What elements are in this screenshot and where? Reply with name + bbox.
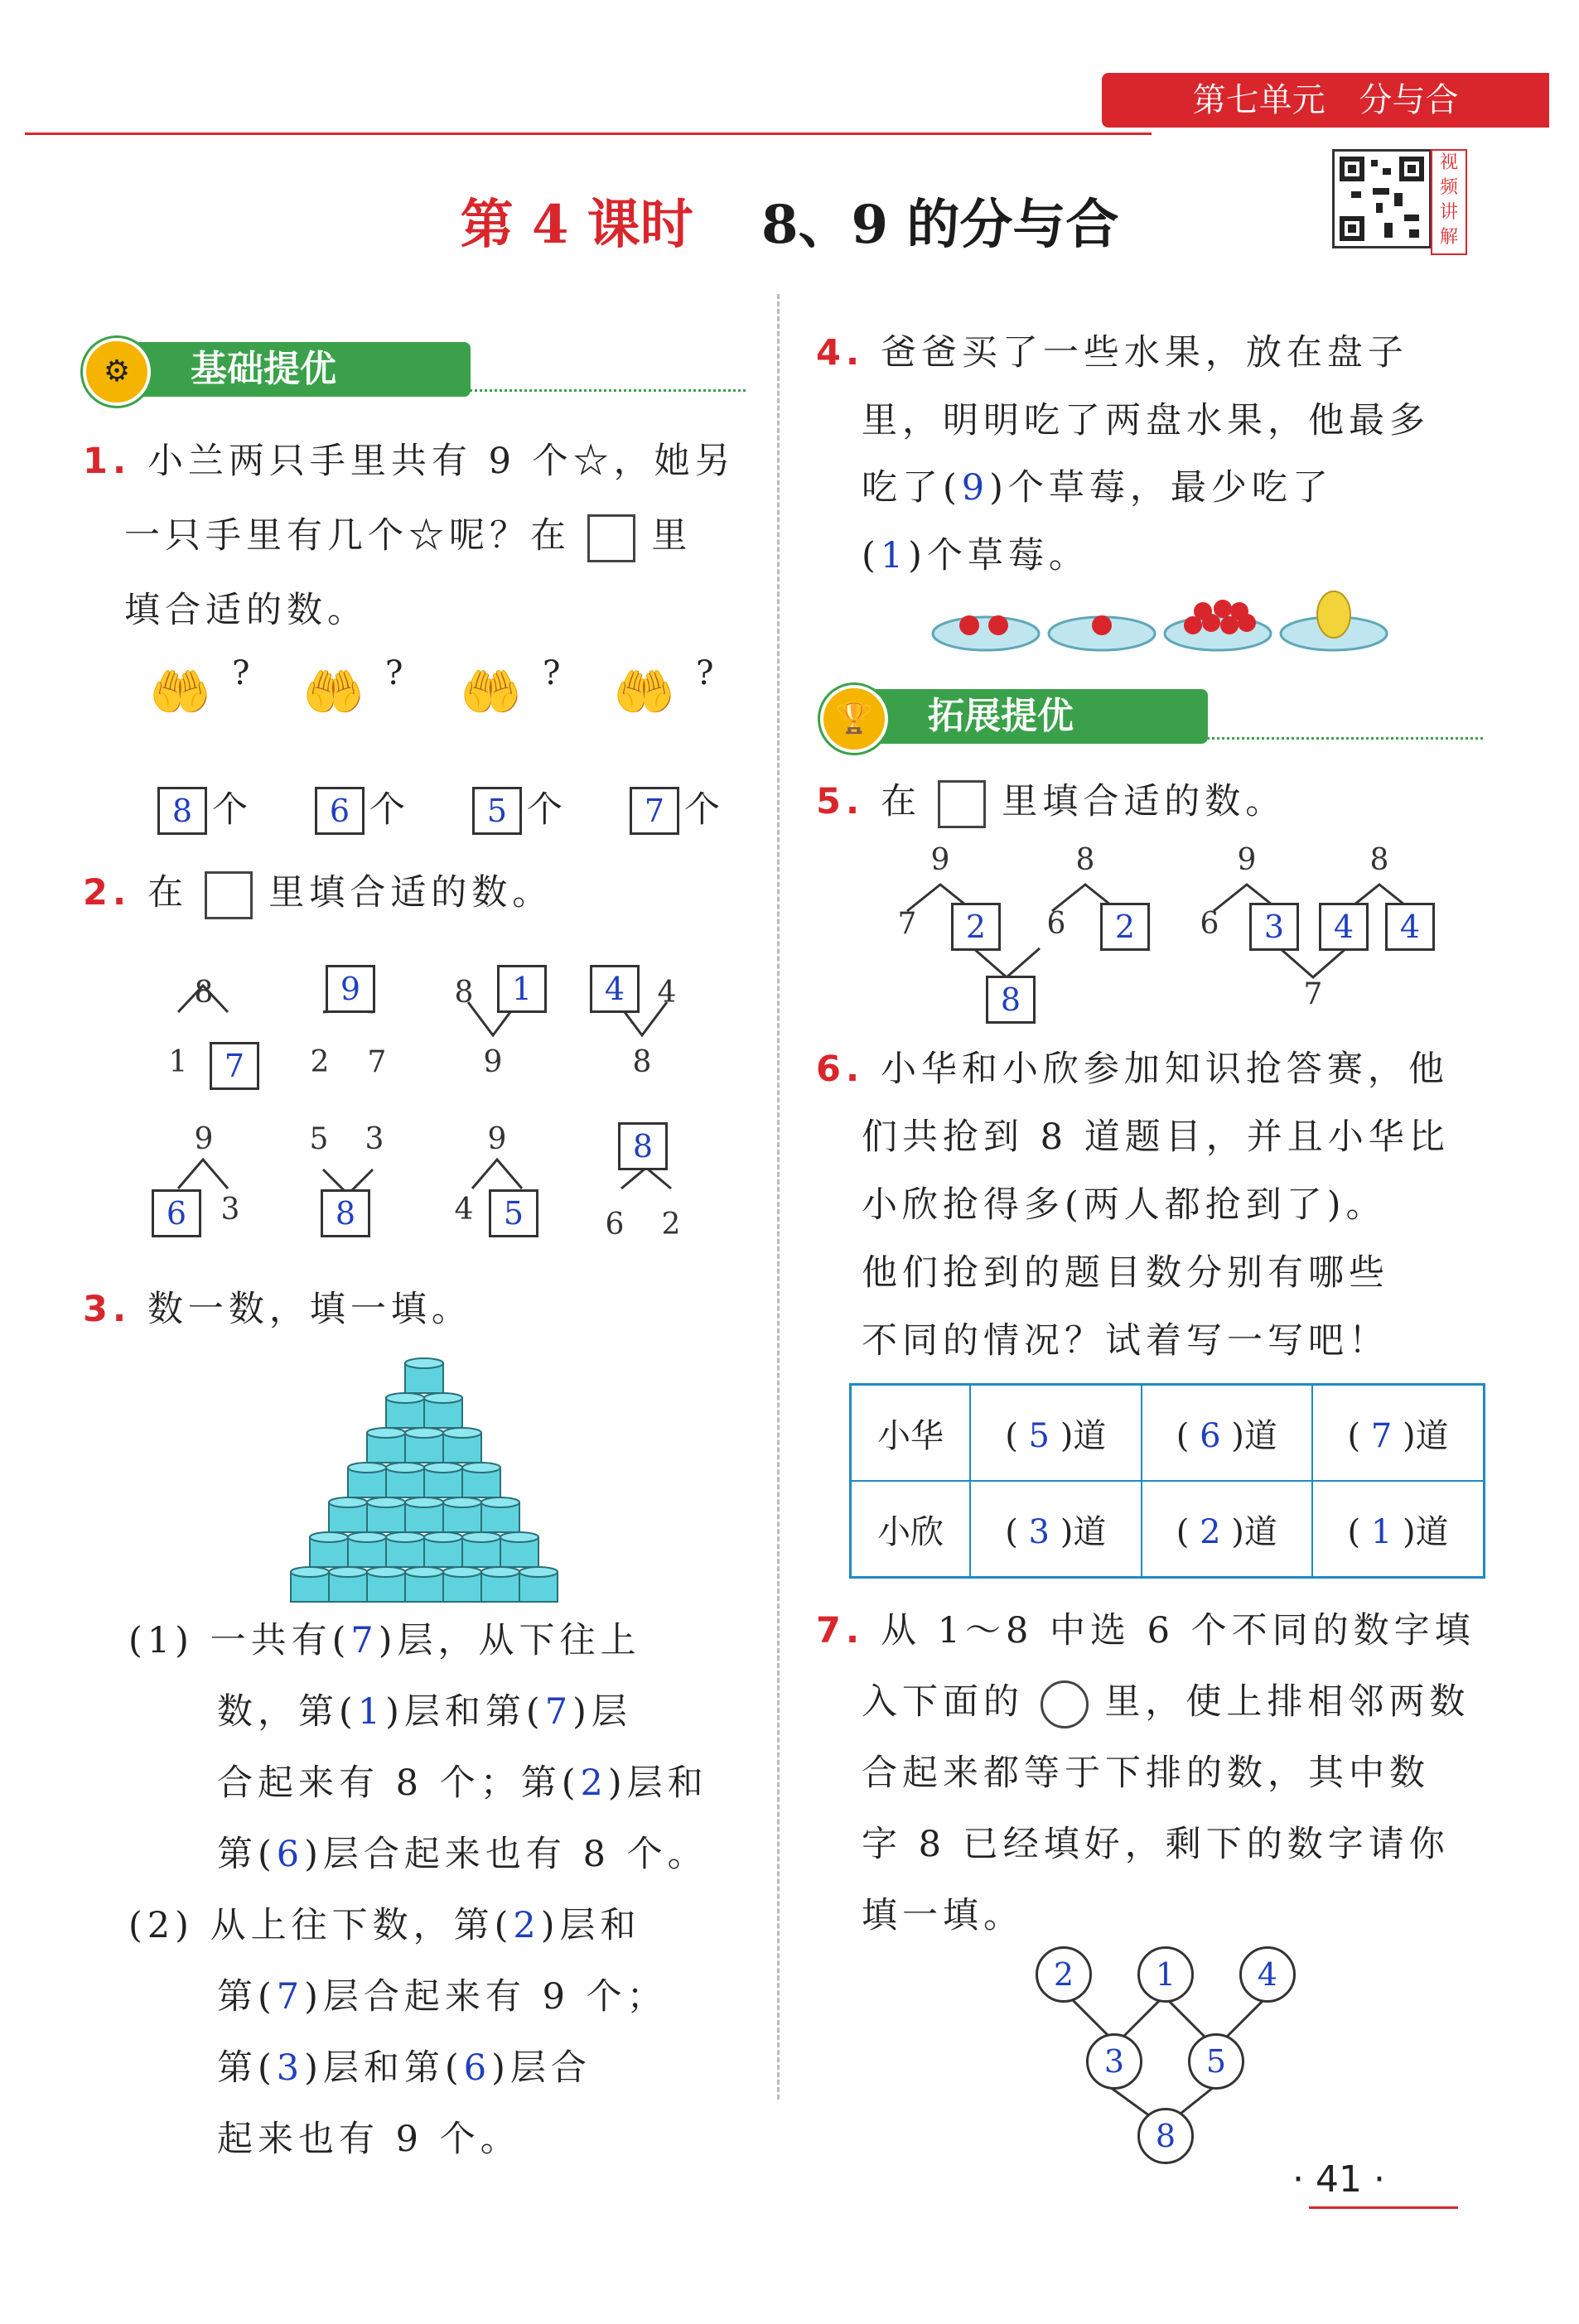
cylinder-top — [367, 1567, 405, 1577]
q5-number: 6 — [1046, 907, 1066, 941]
q2-number-left: 8 — [454, 976, 474, 1010]
q3-text: 起来也有 9 个。 — [217, 2119, 521, 2160]
q2-answer-box[interactable]: 8 — [618, 1122, 668, 1170]
cylinder — [386, 1537, 424, 1567]
q3-text: )层和 — [607, 1762, 708, 1804]
cylinder — [424, 1468, 462, 1497]
cylinder — [348, 1537, 386, 1567]
page-number: · 41 · — [1292, 2158, 1385, 2201]
q6-answer[interactable]: 1 — [1370, 1512, 1393, 1551]
cylinder — [424, 1398, 462, 1428]
q3-answer[interactable]: 7 — [350, 1620, 379, 1661]
row-label: 小欣 — [851, 1481, 971, 1578]
q6-text-a: 小华和小欣参加知识抢答赛，他 — [880, 1049, 1449, 1090]
q1-text-b: 一只手里有几个☆呢？在 — [124, 515, 571, 557]
q3-p1-line-2 — [217, 1676, 764, 1748]
q1-line-2 — [124, 500, 787, 571]
cylinder-top — [291, 1567, 329, 1577]
q1-line-3 — [124, 575, 787, 646]
cylinder — [462, 1468, 500, 1497]
cylinder — [386, 1398, 424, 1428]
q1-line-1 — [83, 426, 746, 497]
cylinder-top — [405, 1358, 443, 1368]
q4-text: )个草莓。 — [908, 535, 1089, 576]
cylinder-top — [443, 1428, 481, 1438]
q7-line-4: 字 8 已经填好，剩下的数字请你 — [862, 1824, 1450, 1865]
q4-line-3 — [862, 452, 1541, 523]
q3-text: )层和 — [540, 1905, 641, 1946]
q1-answer-box[interactable]: 8 — [157, 787, 207, 835]
cylinder-top — [348, 1532, 386, 1542]
cylinder-top — [443, 1567, 481, 1577]
q3-text: )层和第( — [304, 2047, 464, 2089]
table-cell: ( 6 )道 — [1142, 1385, 1313, 1482]
hands-icon: 🤲 — [149, 663, 211, 721]
table-cell: ( 1 )道 — [1312, 1481, 1484, 1578]
q1-text-b2: 里 — [651, 515, 693, 557]
q6-answer[interactable]: 2 — [1200, 1512, 1221, 1551]
cylinder — [443, 1433, 481, 1463]
q5-answer-box[interactable]: 2 — [951, 903, 1001, 951]
cylinder-top — [481, 1567, 519, 1577]
q3-text: 合起来有 8 个；第( — [217, 1762, 581, 1804]
q4-line-1 — [816, 317, 1495, 388]
q1-answer-box[interactable]: 6 — [315, 787, 365, 835]
q6-answer[interactable]: 5 — [1028, 1416, 1050, 1455]
unit-label: 个 — [527, 789, 567, 831]
q5-answer-box[interactable]: 3 — [1249, 903, 1299, 951]
cylinder — [462, 1537, 500, 1567]
q6-answer[interactable]: 7 — [1370, 1416, 1393, 1455]
q6-line-3: 小欣抢得多(两人都抢到了)。 — [862, 1184, 1387, 1226]
q2-number-right: 4 — [657, 976, 677, 1010]
q3-p1-line-3 — [217, 1748, 764, 1819]
cylinder — [405, 1363, 443, 1393]
q1-answer-box[interactable]: 5 — [472, 787, 522, 835]
q6-line-1 — [816, 1034, 1495, 1105]
table-cell: ( 7 )道 — [1312, 1385, 1484, 1482]
row-label: 小华 — [851, 1385, 971, 1482]
cylinder-top — [424, 1532, 462, 1542]
q2-answer-box[interactable]: 6 — [152, 1189, 201, 1237]
q3-text: )层，从下往上 — [378, 1620, 641, 1661]
q3-text: )层和第( — [385, 1691, 545, 1733]
table-row — [851, 1385, 1485, 1482]
question-mark: ? — [696, 654, 714, 692]
unit-label: 道 — [1415, 1512, 1449, 1551]
q2-number-right: 2 — [661, 1208, 681, 1242]
table-cell: ( 2 )道 — [1142, 1481, 1313, 1578]
q5-text: 在 — [880, 781, 921, 822]
q3-answer[interactable]: 6 — [276, 1834, 305, 1875]
q2-number-left: 6 — [605, 1208, 625, 1242]
q7-text: 里，使上排相邻两数 — [1104, 1681, 1470, 1723]
cylinder — [367, 1572, 405, 1602]
q3-text: )层合起来有 9 个； — [304, 1976, 668, 2018]
q2-text-2: 里填合适的数。 — [268, 872, 553, 914]
q2-number-bottom: 8 — [632, 1045, 652, 1079]
cylinder — [481, 1502, 519, 1532]
q2-number-top: 8 — [194, 976, 214, 1010]
q6-line-4: 他们抢到的题目数分别有哪些 — [862, 1252, 1389, 1294]
hands-icon: 🤲 — [302, 663, 365, 721]
q3-p2-line-4 — [217, 2104, 764, 2175]
cylinder — [367, 1502, 405, 1532]
q3-text: 第( — [217, 1976, 277, 2018]
q2-number-left: 1 — [168, 1045, 188, 1079]
qr-code[interactable] — [1332, 149, 1432, 248]
header-rule — [25, 133, 1152, 135]
q4-text: ( — [862, 535, 881, 576]
q3-text: )层合 — [491, 2047, 592, 2089]
q1-answer-box[interactable]: 7 — [630, 787, 679, 835]
cylinder — [443, 1572, 481, 1602]
q5-answer-box[interactable]: 2 — [1100, 903, 1150, 951]
q3-text: 第( — [217, 1834, 277, 1875]
q7-circle[interactable]: 4 — [1239, 1946, 1296, 2003]
hands-icon: 🤲 — [613, 663, 675, 721]
cylinder-top — [367, 1497, 405, 1507]
unit-label: 道 — [1415, 1416, 1449, 1455]
q6-line-2: 们共抢到 8 道题目，并且小华比 — [862, 1116, 1450, 1158]
q3-answer[interactable]: 6 — [463, 2047, 492, 2089]
q2-number-right: 3 — [365, 1122, 384, 1156]
q7-text-a: 从 1～8 中选 6 个不同的数字填 — [880, 1610, 1475, 1651]
section-basic-label: 基础提优 — [191, 348, 336, 390]
q2-number-left: 2 — [310, 1045, 330, 1079]
unit-label: 个 — [684, 789, 725, 831]
q2-answer-box[interactable]: 5 — [489, 1189, 538, 1237]
unit-label: 第七单元 — [1192, 81, 1325, 119]
cylinder — [519, 1572, 558, 1602]
cylinder-top — [348, 1463, 386, 1473]
cylinder — [348, 1468, 386, 1497]
section-rule — [1127, 737, 1483, 740]
section-extend-header — [845, 689, 1208, 744]
q2-number-top: 9 — [487, 1122, 507, 1156]
q7-line-2 — [862, 1666, 1541, 1738]
cylinder-top — [424, 1393, 462, 1403]
topic-label: 分与合 — [1359, 81, 1459, 119]
q4-answer[interactable]: 1 — [880, 535, 909, 576]
q7-circle[interactable]: 8 — [1137, 2108, 1194, 2164]
unit-label: 个 — [369, 789, 410, 831]
q1-text-a: 小兰两只手里共有 9 个☆，她另 — [147, 441, 736, 482]
q5-number: 5. — [816, 781, 865, 822]
cylinder-top — [462, 1463, 500, 1473]
cylinder — [329, 1572, 367, 1602]
q3-text: 第( — [217, 2047, 277, 2089]
hands-icon: 🤲 — [460, 663, 522, 721]
q5-number: 8 — [1075, 843, 1095, 877]
q6-line-5: 不同的情况？试着写一写吧！ — [862, 1320, 1389, 1362]
q4-text: 吃了( — [862, 467, 962, 509]
q4-line-2: 里，明明吃了两盘水果，他最多 — [862, 400, 1430, 441]
table-cell: ( 3 )道 — [970, 1481, 1142, 1578]
q4-text: )个草莓，最少吃了 — [989, 467, 1333, 509]
q2-answer-box[interactable]: 7 — [210, 1042, 259, 1090]
blank-box — [205, 871, 253, 919]
q5-number: 6 — [1200, 907, 1219, 941]
q4-line-4 — [862, 520, 1541, 591]
unit-label: 个 — [212, 789, 253, 831]
q7-line-1 — [816, 1595, 1495, 1666]
cylinder-top — [386, 1463, 424, 1473]
q3-text: )层 — [572, 1691, 632, 1733]
q3-text: 数一数，填一填。 — [147, 1289, 472, 1330]
unit-tag — [1102, 73, 1549, 128]
blank-box — [938, 780, 986, 828]
q5-number: 9 — [930, 843, 950, 877]
cylinder-top — [481, 1497, 519, 1507]
cylinder-top — [462, 1532, 500, 1542]
q2-number-right: 7 — [367, 1045, 387, 1079]
cylinder — [405, 1502, 443, 1532]
gear-icon: ⚙ — [83, 338, 151, 406]
page-number-rule — [1309, 2206, 1458, 2209]
q6-answer[interactable]: 3 — [1028, 1512, 1050, 1551]
q3-p2-line-1 — [128, 1890, 758, 1961]
cylinder-top — [386, 1532, 424, 1542]
cylinder-top — [329, 1567, 367, 1577]
q3-text: 数，第( — [217, 1691, 358, 1733]
q1-text-c: 填合适的数。 — [124, 590, 368, 631]
q2-answer-box[interactable]: 4 — [590, 965, 640, 1013]
cylinder — [291, 1572, 329, 1602]
cylinder-top — [424, 1463, 462, 1473]
q3-answer[interactable]: 2 — [513, 1905, 541, 1946]
q3-p1-line-1 — [128, 1605, 758, 1676]
q3-answer[interactable]: 1 — [357, 1691, 386, 1733]
q6-answer[interactable]: 6 — [1200, 1416, 1221, 1455]
q2-answer-box[interactable]: 9 — [326, 965, 375, 1013]
q2-text: 在 — [147, 872, 188, 914]
q3-answer[interactable]: 7 — [276, 1976, 305, 2018]
question-mark: ? — [543, 654, 561, 692]
q2-number-left: 4 — [454, 1193, 474, 1227]
section-extend-label: 拓展提优 — [928, 695, 1074, 737]
q2-number: 2. — [83, 872, 132, 914]
section-rule — [389, 389, 746, 392]
q7-circle[interactable]: 3 — [1086, 2033, 1142, 2090]
q3-answer[interactable]: 7 — [544, 1691, 573, 1733]
cylinder-top — [405, 1428, 443, 1438]
q5-answer-box[interactable]: 4 — [1385, 903, 1435, 951]
unit-label: 道 — [1073, 1416, 1107, 1455]
q6-number: 6. — [816, 1049, 865, 1090]
cylinder-top — [310, 1532, 348, 1542]
q3-text: )层合起来也有 8 个。 — [304, 1834, 708, 1875]
cylinder — [310, 1537, 348, 1567]
q7-circle[interactable]: 1 — [1137, 1946, 1194, 2003]
q3-answer[interactable]: 2 — [580, 1762, 608, 1804]
qr-label: 视频讲解 — [1431, 149, 1467, 255]
q7-number: 7. — [816, 1610, 865, 1651]
q7-line-3: 合起来都等于下排的数，其中数 — [862, 1753, 1430, 1794]
qr-pattern — [1335, 152, 1429, 246]
cylinder — [424, 1537, 462, 1567]
q5-line-1 — [816, 766, 1495, 837]
q2-number-top: 9 — [194, 1122, 214, 1156]
q5-number: 7 — [897, 907, 917, 941]
q5-answer-box[interactable]: 8 — [986, 976, 1036, 1024]
cylinder-top — [519, 1567, 558, 1577]
q3-p2-line-2 — [217, 1961, 764, 2032]
q5-text-2: 里填合适的数。 — [1002, 781, 1287, 822]
q6-table — [849, 1383, 1485, 1579]
q2-number-left: 5 — [309, 1122, 329, 1156]
cylinder-top — [329, 1497, 367, 1507]
cylinder — [386, 1468, 424, 1497]
blank-circle — [1041, 1680, 1089, 1729]
q7-circle[interactable]: 2 — [1036, 1946, 1092, 2003]
q2-number-bottom: 9 — [483, 1045, 503, 1079]
cylinder-top — [443, 1497, 481, 1507]
q4-answer[interactable]: 9 — [961, 467, 990, 509]
q2-answer-box[interactable]: 8 — [321, 1189, 370, 1237]
q4-text-a: 爸爸买了一些水果，放在盘子 — [880, 332, 1408, 374]
q7-circle[interactable]: 5 — [1188, 2033, 1244, 2090]
cylinder-top — [386, 1393, 424, 1403]
cylinder-top — [405, 1497, 443, 1507]
cylinder — [481, 1572, 519, 1602]
q2-number-right: 3 — [220, 1193, 240, 1227]
trophy-icon: 🏆 — [820, 685, 888, 753]
q3-p2-line-3 — [217, 2032, 764, 2104]
q7-text: 入下面的 — [862, 1681, 1024, 1723]
question-mark: ? — [232, 654, 250, 692]
lesson-title: 8、9 的分与合 — [761, 194, 1119, 256]
q3-answer[interactable]: 3 — [276, 2047, 305, 2089]
q3-text: (1) 一共有( — [128, 1620, 351, 1661]
cylinder — [500, 1537, 538, 1567]
cylinder — [405, 1433, 443, 1463]
q4-number: 4. — [816, 332, 865, 374]
cylinder — [329, 1502, 367, 1532]
q1-number: 1. — [83, 441, 132, 482]
cylinder — [443, 1502, 481, 1532]
q3-number: 3. — [83, 1289, 132, 1330]
lesson-label: 第 4 课时 — [460, 194, 693, 256]
cylinder-top — [405, 1567, 443, 1577]
table-row — [851, 1481, 1485, 1578]
q7-line-5: 填一填。 — [862, 1895, 1024, 1936]
unit-label: 道 — [1243, 1416, 1277, 1455]
cylinder-top — [367, 1428, 405, 1438]
q5-answer-box[interactable]: 4 — [1319, 903, 1369, 951]
unit-label: 道 — [1073, 1512, 1107, 1551]
q5-number: 9 — [1237, 843, 1257, 877]
cylinder — [405, 1572, 443, 1602]
question-mark: ? — [385, 654, 403, 692]
unit-label: 道 — [1243, 1512, 1277, 1551]
q5-number: 8 — [1369, 843, 1389, 877]
cylinder-top — [500, 1532, 538, 1542]
table-cell: ( 5 )道 — [970, 1385, 1142, 1482]
q2-line-1 — [83, 857, 746, 928]
q3-text: (2) 从上往下数，第( — [128, 1905, 514, 1946]
q2-answer-box[interactable]: 1 — [497, 965, 547, 1013]
blank-box — [587, 514, 635, 562]
cylinder — [367, 1433, 405, 1463]
q3-p1-line-4 — [217, 1819, 764, 1890]
q3-line-1 — [83, 1274, 746, 1345]
q5-number: 7 — [1303, 977, 1323, 1011]
